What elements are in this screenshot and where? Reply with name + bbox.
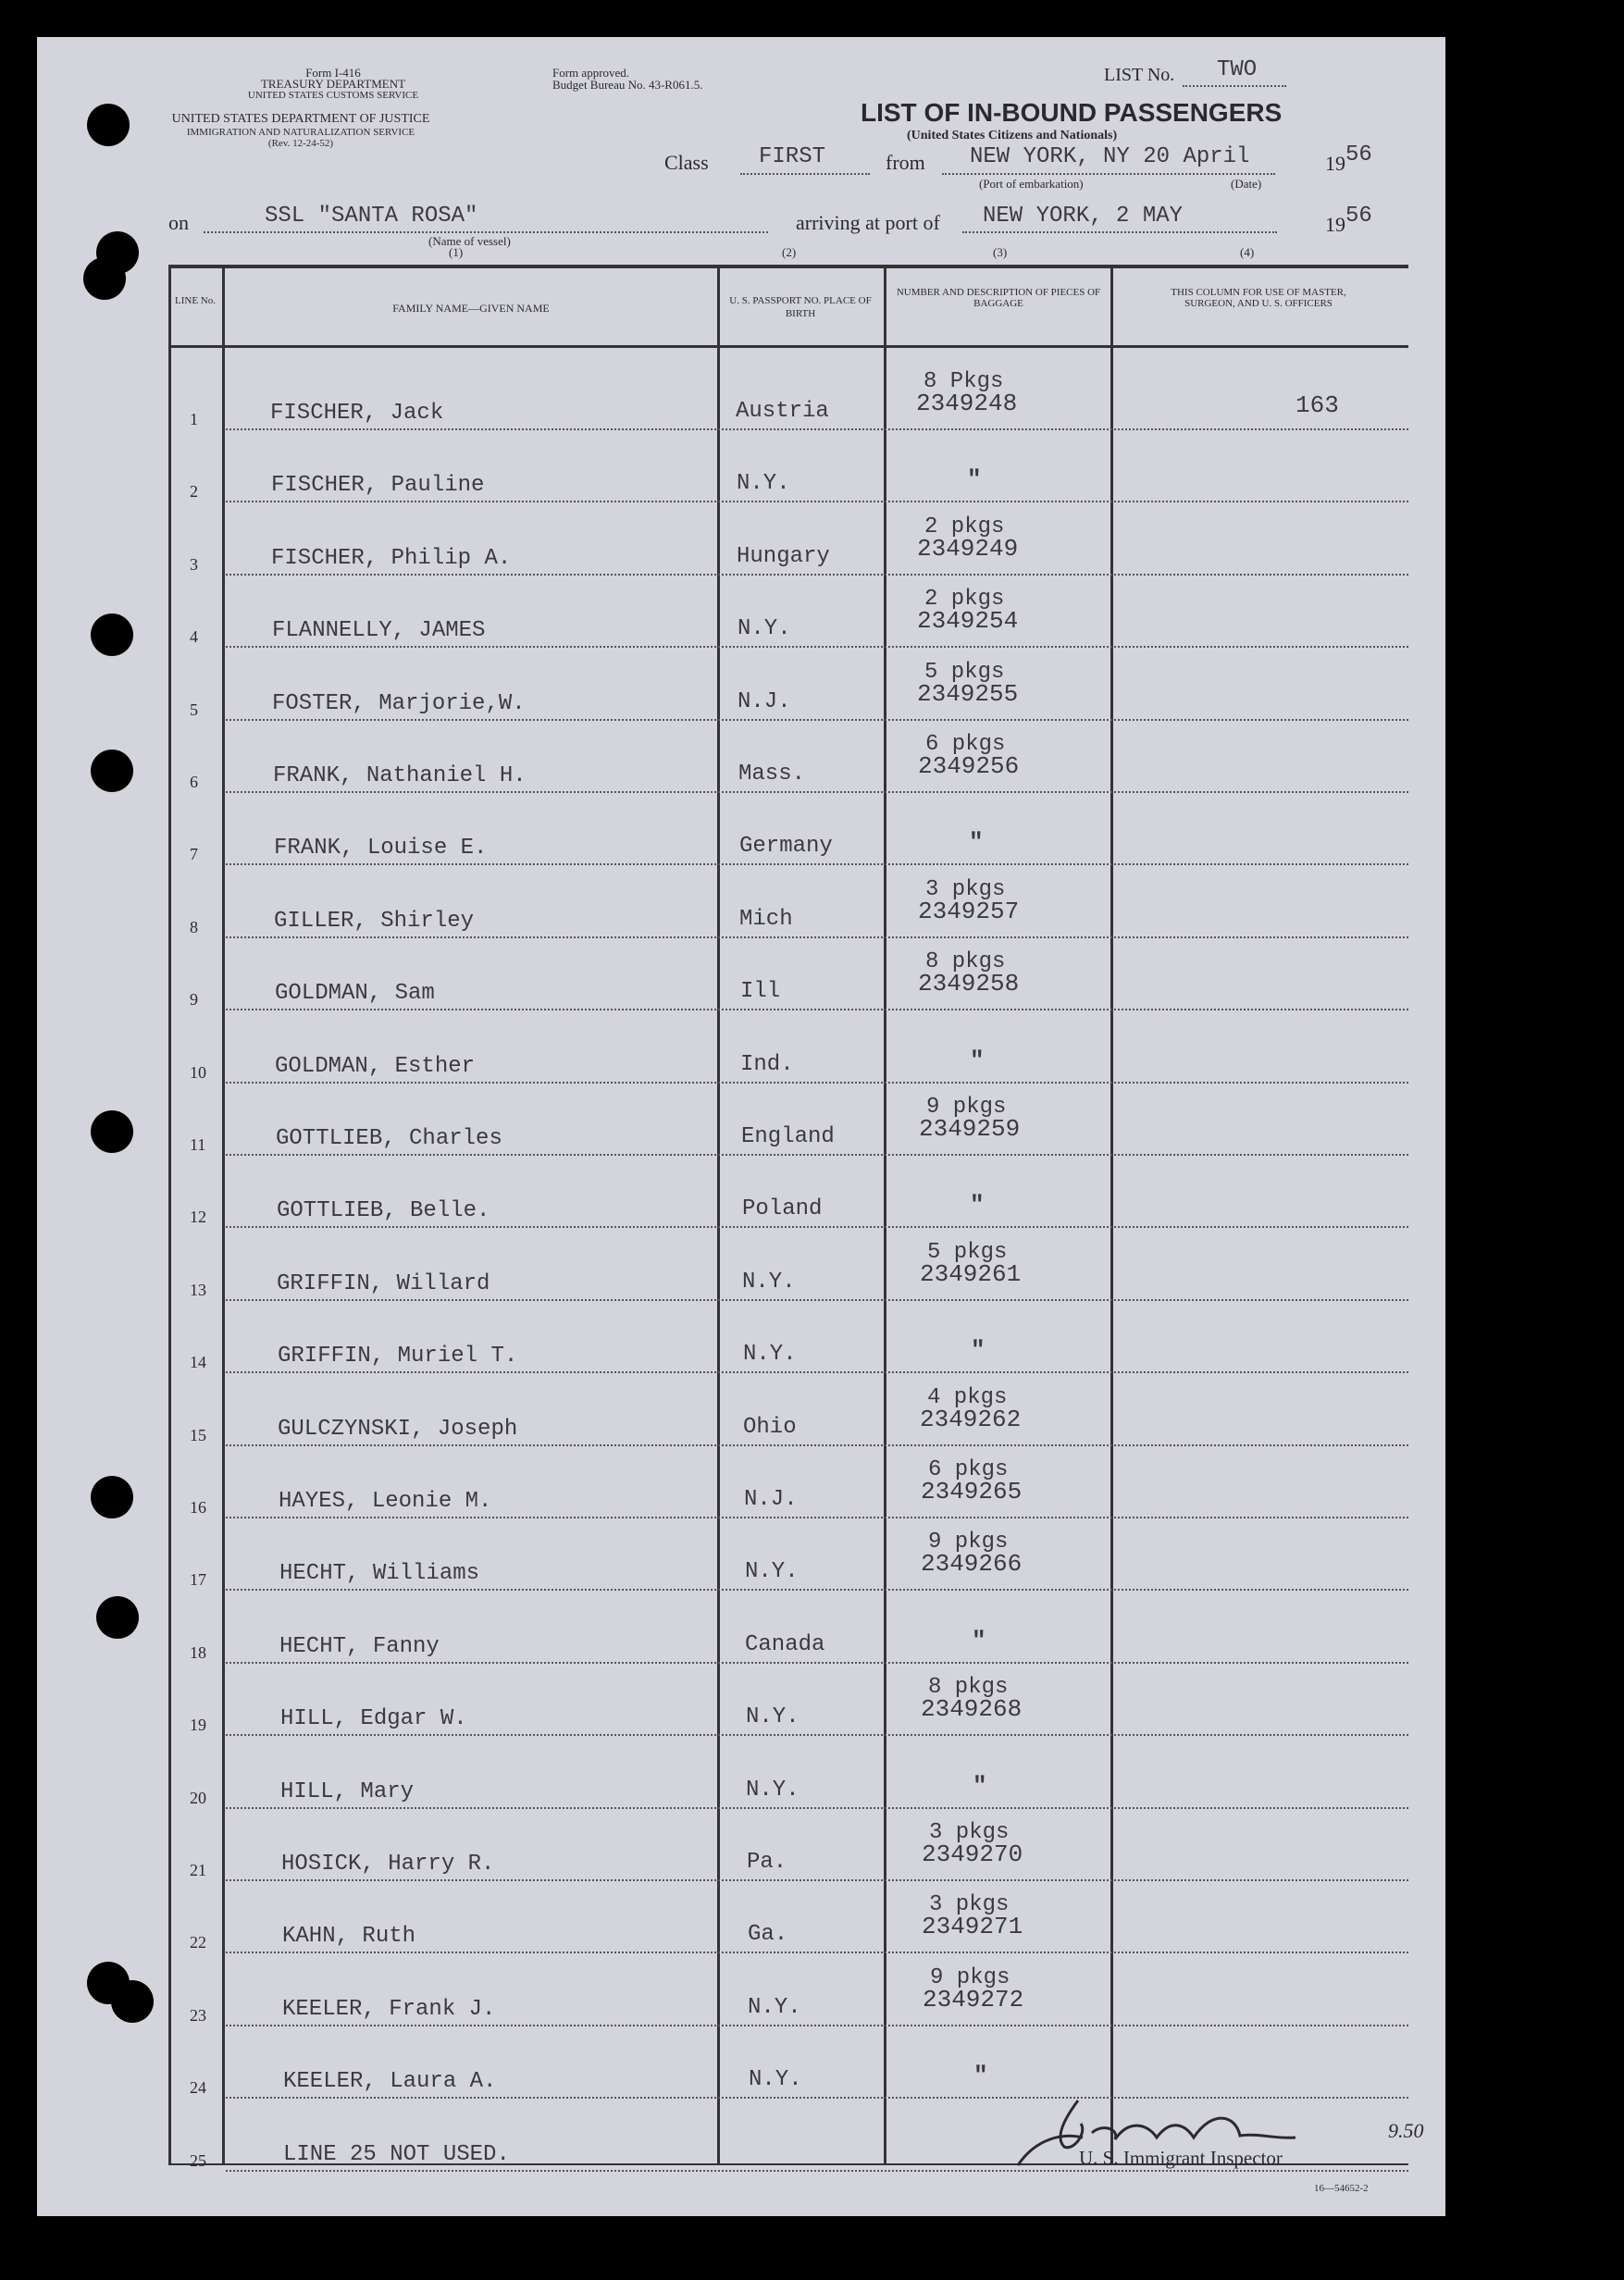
baggage-number: 2349256 (918, 752, 1020, 780)
ditto-mark: " (969, 828, 984, 856)
baggage-count: 6 pkgs (928, 1457, 1009, 1482)
line-number: 8 (190, 918, 198, 936)
row-rule (226, 1154, 1408, 1156)
row-rule (226, 574, 1408, 576)
place-of-birth: Pa. (747, 1850, 787, 1875)
vessel-caption-num: (1) (449, 245, 464, 259)
line-number: 10 (190, 1063, 206, 1082)
place-of-birth: N.J. (744, 1487, 798, 1512)
ditto-mark: " (967, 465, 982, 493)
year-prefix-2: 19 (1325, 213, 1345, 236)
line-number: 22 (190, 1933, 206, 1952)
line-number: 5 (190, 700, 198, 719)
line-number: 14 (190, 1353, 206, 1371)
passenger-name: FLANNELLY, JAMES (272, 618, 486, 643)
binder-hole (111, 1980, 154, 2023)
row-rule (226, 1082, 1408, 1084)
ins-service: IMMIGRATION AND NATURALIZATION SERVICE (186, 127, 415, 138)
passenger-name: KEELER, Laura A. (283, 2069, 497, 2094)
list-no-value: TWO (1217, 57, 1258, 82)
line-number: 6 (190, 773, 198, 791)
place-of-birth: N.Y. (746, 1704, 800, 1729)
baggage-count: 2 pkgs (924, 514, 1005, 539)
line-number: 15 (190, 1426, 206, 1444)
row-rule (226, 1444, 1408, 1446)
arriving-port: NEW YORK, 2 MAY (983, 204, 1184, 229)
on-label: on (168, 211, 189, 234)
passenger-name: FRANK, Louise E. (274, 836, 488, 861)
line-number: 19 (190, 1716, 206, 1734)
binder-hole (83, 257, 126, 300)
line-number: 21 (190, 1861, 206, 1879)
baggage-number: 2349254 (917, 607, 1019, 635)
row-rule (226, 1662, 1408, 1664)
port-caption: (Port of embarkation) (979, 177, 1084, 191)
baggage-number: 2349257 (918, 898, 1020, 925)
place-of-birth: N.Y. (738, 616, 791, 641)
place-of-birth: N.Y. (743, 1342, 797, 1367)
place-of-birth: Ga. (748, 1922, 788, 1947)
place-of-birth: Ill (740, 979, 781, 1004)
justice-dept: UNITED STATES DEPARTMENT OF JUSTICE (171, 112, 430, 126)
binder-hole (96, 1596, 139, 1639)
place-of-birth: Mass. (738, 762, 806, 787)
baggage-number: 2349270 (922, 1840, 1023, 1868)
baggage-count: 2 pkgs (924, 587, 1005, 612)
time-note: 9.50 (1388, 2119, 1424, 2142)
year-2: 56 (1345, 204, 1372, 229)
line-number: 11 (190, 1135, 206, 1154)
arriving-label: arriving at port of (796, 211, 940, 234)
passenger-name: GRIFFIN, Muriel T. (278, 1344, 518, 1369)
place-of-birth: Hungary (737, 544, 830, 569)
customs-service: UNITED STATES CUSTOMS SERVICE (247, 90, 419, 101)
row-rule (226, 1009, 1408, 1010)
baggage-count: 9 pkgs (928, 1530, 1009, 1555)
passenger-name: HOSICK, Harry R. (281, 1852, 495, 1877)
line-number: 20 (190, 1789, 206, 1807)
row-rule (226, 2025, 1408, 2026)
baggage-count: 3 pkgs (929, 1820, 1010, 1845)
col4-num: (4) (1240, 245, 1255, 259)
passenger-name: HAYES, Leonie M. (279, 1489, 492, 1514)
from-value: NEW YORK, NY 20 April (970, 144, 1250, 169)
passenger-name: HECHT, Fanny (279, 1634, 440, 1659)
row-rule (226, 646, 1408, 648)
baggage-count: 9 pkgs (926, 1095, 1007, 1120)
manifest-page (37, 37, 1445, 2216)
passenger-name: GILLER, Shirley (274, 909, 475, 934)
passenger-name: GOTTLIEB, Belle. (277, 1198, 490, 1223)
line-number: 4 (190, 627, 198, 646)
baggage-count: 8 Pkgs (924, 369, 1004, 394)
col-header-name: FAMILY NAME—GIVEN NAME (392, 302, 550, 315)
line-number: 9 (190, 990, 198, 1009)
manifest-subtitle: (United States Citizens and Nationals) (907, 129, 1118, 142)
passenger-name: GOTTLIEB, Charles (276, 1126, 502, 1151)
ditto-mark: " (973, 2062, 988, 2089)
col-header-baggage: NUMBER AND DESCRIPTION OF PIECES OF BAGGAGE (896, 287, 1101, 309)
passenger-name: GOLDMAN, Sam (275, 981, 435, 1006)
row-rule (226, 1299, 1408, 1301)
place-of-birth: Canada (745, 1632, 825, 1657)
col-header-officers: THIS COLUMN FOR USE OF MASTER, SURGEON, AND U. S. OFFICERS (1171, 287, 1346, 309)
ditto-mark: " (970, 1047, 985, 1074)
passenger-name: HILL, Edgar W. (280, 1706, 467, 1731)
baggage-count: 3 pkgs (925, 877, 1006, 902)
row-rule (226, 1879, 1408, 1881)
row-rule (226, 1734, 1408, 1736)
form-number: Form I-416 (305, 66, 361, 80)
baggage-number: 2349259 (919, 1115, 1021, 1143)
line-number: 2 (190, 482, 198, 501)
ditto-mark: " (973, 1772, 987, 1800)
row-rule (226, 428, 1408, 430)
line-number: 1 (190, 410, 198, 428)
baggage-count: 8 pkgs (928, 1675, 1009, 1700)
baggage-count: 5 pkgs (927, 1240, 1008, 1265)
binder-hole (91, 1476, 133, 1518)
place-of-birth: N.Y. (742, 1270, 796, 1295)
ditto-mark: " (972, 1627, 986, 1654)
ditto-mark: " (970, 1191, 985, 1219)
baggage-count: 9 pkgs (930, 1965, 1010, 1990)
binder-hole (91, 1110, 133, 1153)
place-of-birth: N.Y. (749, 2067, 802, 2092)
baggage-count: 4 pkgs (927, 1385, 1008, 1410)
row-rule (226, 719, 1408, 721)
place-of-birth: N.Y. (745, 1559, 799, 1584)
baggage-count: 5 pkgs (924, 660, 1005, 685)
baggage-number: 2349261 (920, 1260, 1022, 1288)
passenger-name: FISCHER, Philip A. (271, 546, 512, 571)
line-number: 3 (190, 555, 198, 574)
class-label: Class (664, 151, 709, 174)
row-rule (226, 1517, 1408, 1518)
place-of-birth: N.Y. (746, 1778, 800, 1803)
baggage-number: 2349255 (917, 680, 1019, 708)
col2-num: (2) (782, 245, 797, 259)
year-prefix-1: 19 (1325, 152, 1345, 175)
row-rule (226, 1952, 1408, 1953)
binder-hole (87, 104, 130, 146)
passenger-name: GRIFFIN, Willard (277, 1271, 490, 1296)
place-of-birth: Mich (739, 907, 793, 932)
col3-num: (3) (993, 245, 1008, 259)
baggage-number: 2349272 (923, 1986, 1024, 2014)
passenger-name: FISCHER, Jack (270, 401, 444, 426)
place-of-birth: Ohio (743, 1415, 797, 1440)
place-of-birth: N.Y. (737, 471, 790, 496)
binder-hole (91, 613, 133, 656)
place-of-birth: N.J. (738, 689, 791, 714)
treasury-dept: TREASURY DEPARTMENT (260, 77, 406, 91)
budget-bureau: Budget Bureau No. 43-R061.5. (552, 78, 703, 92)
row-rule (226, 936, 1408, 938)
place-of-birth: Ind. (740, 1052, 794, 1077)
ditto-mark: " (971, 1336, 986, 1364)
col-header-passport: U. S. PASSPORT NO. PLACE OF BIRTH (729, 295, 872, 319)
year-1: 56 (1345, 142, 1372, 167)
manifest-title: LIST OF IN-BOUND PASSENGERS (861, 98, 1283, 127)
passenger-name: GULCZYNSKI, Joseph (278, 1417, 518, 1442)
inspector-label: U. S. Immigrant Inspector (1079, 2147, 1283, 2169)
line-number: 25 (190, 2151, 206, 2170)
baggage-number: 2349258 (918, 970, 1020, 998)
row-rule (226, 1589, 1408, 1591)
form-approved: Form approved. (552, 66, 630, 80)
place-of-birth: Germany (739, 834, 833, 859)
line-number: 12 (190, 1208, 206, 1226)
passenger-name: KEELER, Frank J. (282, 1997, 496, 2022)
baggage-number: 2349268 (921, 1695, 1023, 1723)
class-value: FIRST (759, 144, 826, 169)
place-of-birth: England (741, 1124, 835, 1149)
place-of-birth: Austria (736, 399, 829, 424)
passenger-name: FISCHER, Pauline (271, 473, 485, 498)
line-number: 18 (190, 1643, 206, 1662)
row-rule (226, 501, 1408, 502)
passenger-name: HECHT, Williams (279, 1561, 480, 1586)
passenger-name: KAHN, Ruth (282, 1924, 416, 1949)
row-rule (226, 1371, 1408, 1373)
passenger-name: HILL, Mary (280, 1779, 415, 1804)
line-number: 17 (190, 1570, 206, 1589)
row-rule (226, 791, 1408, 793)
line-number: 7 (190, 845, 198, 863)
line-number: 13 (190, 1281, 206, 1299)
passenger-name: FOSTER, Marjorie,W. (272, 691, 526, 716)
place-of-birth: Poland (742, 1196, 823, 1221)
officer-note: 163 (1295, 391, 1339, 419)
baggage-number: 2349248 (916, 390, 1018, 417)
baggage-count: 3 pkgs (929, 1892, 1010, 1917)
print-code: 16—54652-2 (1314, 2183, 1369, 2194)
baggage-number: 2349266 (921, 1550, 1023, 1578)
line-number: 23 (190, 2006, 206, 2025)
row-rule (226, 1226, 1408, 1228)
vessel-caption: (Name of vessel) (428, 234, 511, 248)
from-label: from (886, 151, 925, 174)
baggage-number: 2349262 (920, 1406, 1022, 1433)
baggage-number: 2349271 (922, 1913, 1023, 1940)
baggage-count: 6 pkgs (925, 732, 1006, 757)
passenger-name: GOLDMAN, Esther (275, 1054, 476, 1079)
revision-date: (Rev. 12-24-52) (267, 138, 334, 149)
list-no-label: LIST No. (1104, 65, 1175, 85)
passenger-name: FRANK, Nathaniel H. (273, 763, 527, 788)
baggage-number: 2349249 (917, 535, 1019, 563)
date-caption: (Date) (1231, 177, 1262, 191)
line-number: 16 (190, 1498, 206, 1517)
baggage-number: 2349265 (921, 1478, 1023, 1506)
row-rule (226, 863, 1408, 865)
binder-hole (91, 750, 133, 792)
baggage-count: 8 pkgs (925, 949, 1006, 974)
line-number: 24 (190, 2078, 206, 2097)
row-rule (226, 1807, 1408, 1809)
place-of-birth: N.Y. (748, 1995, 801, 2020)
col-header-line: LINE No. (175, 295, 216, 306)
passenger-name: LINE 25 NOT USED. (283, 2142, 510, 2167)
vessel-name: SSL "SANTA ROSA" (265, 204, 478, 229)
